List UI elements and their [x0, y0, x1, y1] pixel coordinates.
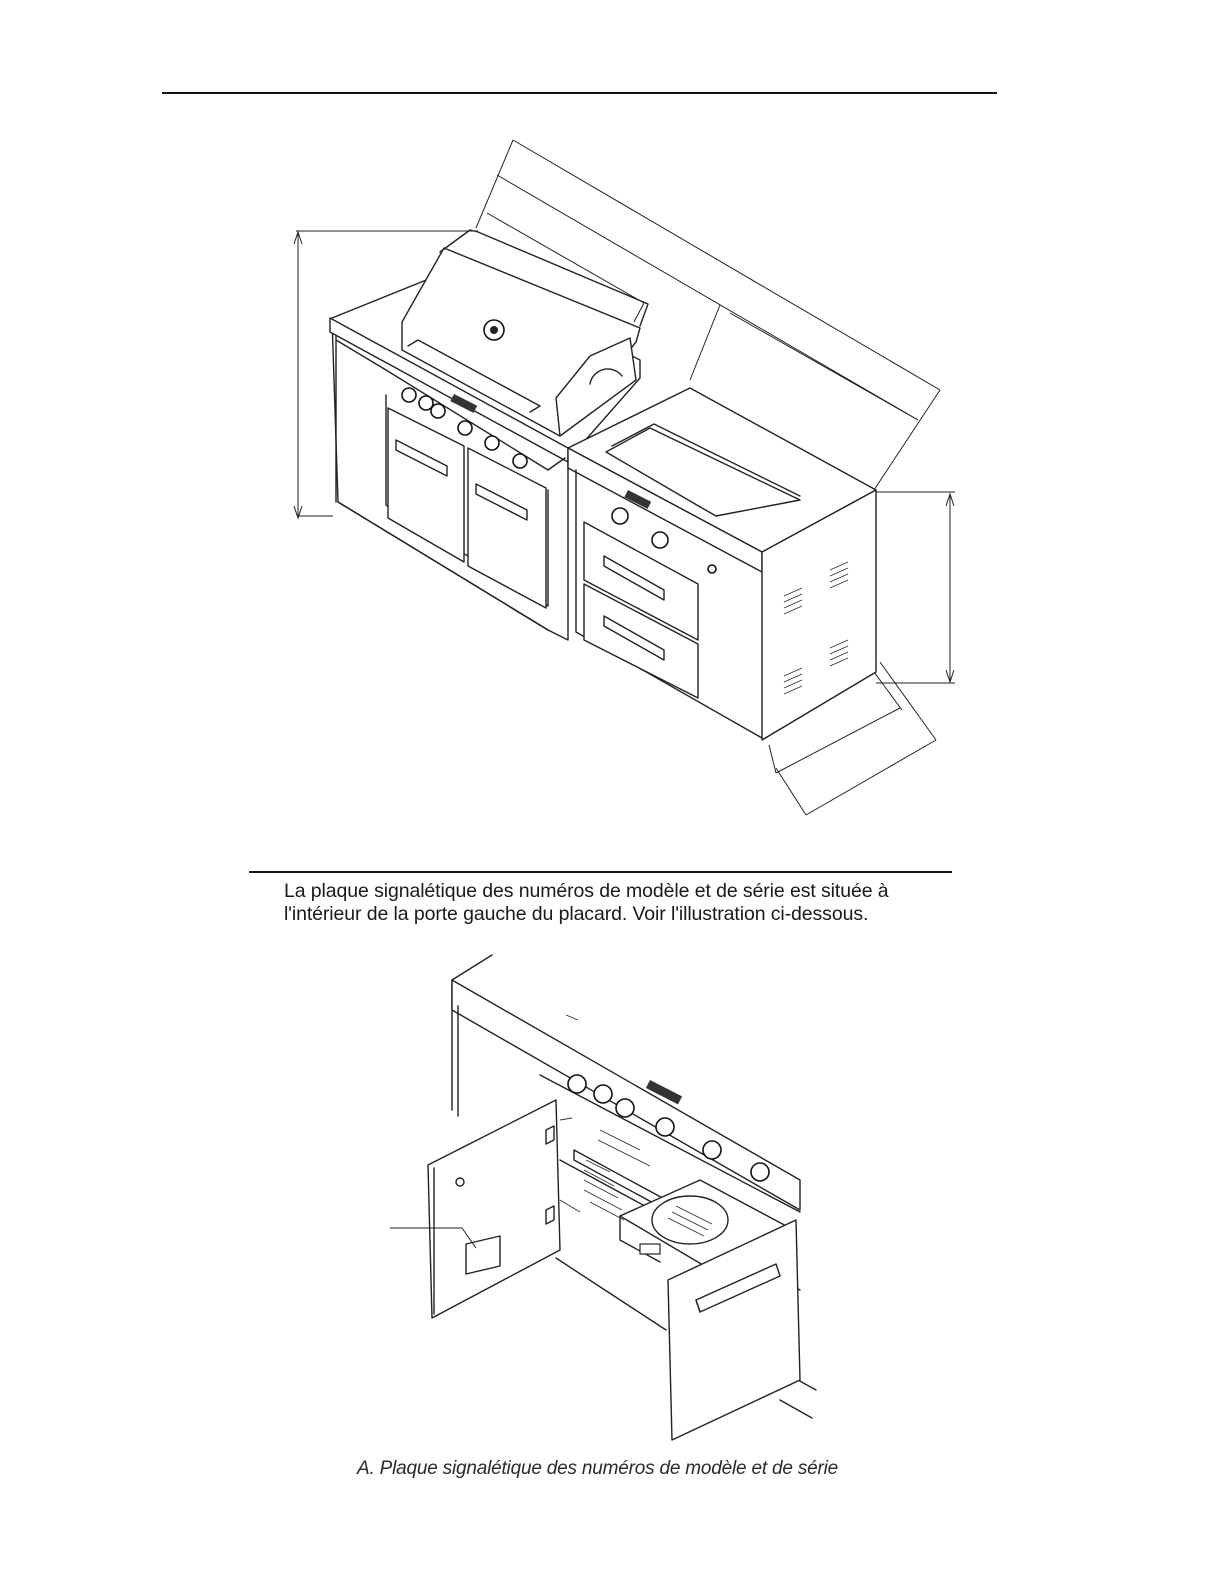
left-door-open: [428, 1100, 580, 1318]
cabinet-body: [452, 955, 816, 1418]
rating-plate: [390, 1228, 500, 1274]
cabinet-knobs: [568, 1075, 769, 1181]
section-rule: [249, 871, 952, 873]
side-burner-cabinet: [568, 388, 876, 740]
rating-plate-caption: A. Plaque signalétique des numéros de modèle et de série: [357, 1458, 839, 1479]
rating-plate-paragraph: La plaque signalétique des numéros de modèle et de série est située à l'intérieur de la porte gauche du placard. Voir l'illustration ci-dessous.: [284, 880, 889, 925]
cabinet-interior: [574, 1130, 790, 1268]
right-door-front: [668, 1220, 800, 1440]
height-dimension-right: [874, 492, 955, 683]
